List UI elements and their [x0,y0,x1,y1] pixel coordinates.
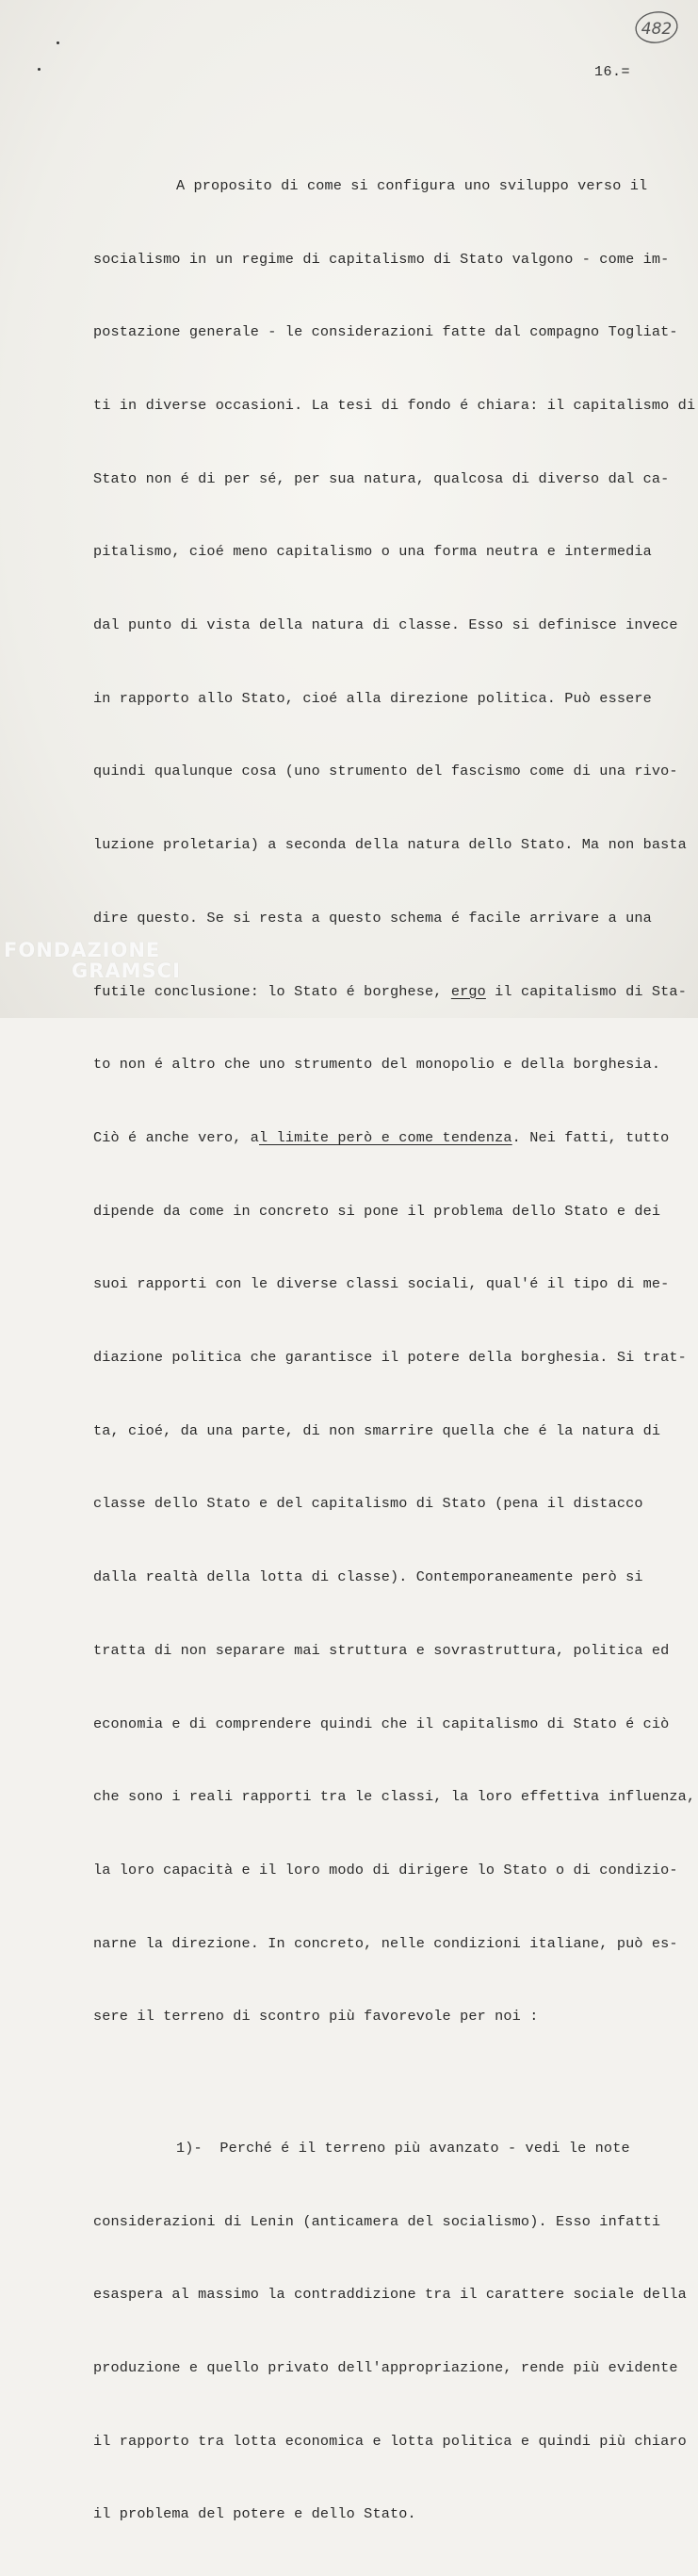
text-line: produzione e quello privato dell'appropriazione, rende più evidente [93,2359,678,2377]
text-line: ta, cioé, da una parte, di non smarrire quella che é la natura di [93,1421,661,1439]
text-line: 1)- Perché é il terreno più avanzato - vedi le note [176,2139,630,2157]
watermark-line-1: FONDAZIONE [4,939,161,961]
text-line: in rapporto allo Stato, cioé alla direzione politica. Può essere [93,689,652,707]
text-line: quindi qualunque cosa (uno strumento del fascismo come di una rivo- [93,763,678,780]
text-line: il problema del potere e dello Stato. [93,2505,416,2523]
archive-stamp [633,9,680,47]
text-line: ti in diverse occasioni. La tesi di fondo é chiara: il capitalismo di [93,396,696,414]
watermark-line-2: GRAMSCI [72,960,181,982]
text-line: suoi rapporti con le diverse classi sociali, qual'é il tipo di me- [93,1275,670,1293]
text-line: pitalismo, cioé meno capitalismo o una forma neutra e intermedia [93,543,652,561]
text-line: dipende da come in concreto si pone il problema dello Stato e dei [93,1202,661,1220]
text-line: la loro capacità e il loro modo di dirigere lo Stato o di condizio- [93,1861,678,1879]
text-line: to non é altro che uno strumento del monopolio e della borghesia. [93,1056,661,1074]
archive-watermark [4,939,181,982]
text-line: dal punto di vista della natura di classe. Esso si definisce invece [93,616,678,634]
text-line: narne la direzione. In concreto, nelle condizioni italiane, può es- [93,1934,678,1952]
page-number: 16.= [594,64,631,80]
text-line: tratta di non separare mai struttura e sovrastruttura, politica ed [93,1641,670,1659]
text-line: Stato non é di per sé, per sua natura, qualcosa di diverso dal ca- [93,469,670,487]
text-line: economia e di comprendere quindi che il capitalismo di Stato é ciò [93,1715,670,1732]
underlined-phrase: l limite però e come tendenza [259,1128,512,1146]
text-line: diazione politica che garantisce il potere della borghesia. Si trat- [93,1349,687,1367]
text-line: Ciò é anche vero, al limite però e come tendenza. Nei fatti, tutto [93,1128,670,1146]
text-line: dire questo. Se si resta a questo schema é facile arrivare a una [93,909,652,927]
text-line: futile conclusione: lo Stato é borghese, ergo il capitalismo di Sta- [93,982,687,1000]
text-line: dalla realtà della lotta di classe). Contemporaneamente però si [93,1568,643,1586]
scan-speck [57,41,59,44]
text-line: esaspera al massimo la contraddizione tra il carattere sociale della [93,2286,687,2304]
archive-stamp-number: 482 [641,20,673,39]
scan-speck [38,68,41,71]
text-line: considerazioni di Lenin (anticamera del socialismo). Esso infatti [93,2212,661,2230]
text-line: postazione generale - le considerazioni fatte dal compagno Togliat- [93,323,678,341]
text-line: che sono i reali rapporti tra le classi, la loro effettiva influenza, [93,1788,696,1806]
text-line: sere il terreno di scontro più favorevole per noi : [93,2008,539,2026]
paragraph-gap [93,2078,677,2088]
text-line: classe dello Stato e del capitalismo di Stato (pena il distacco [93,1495,643,1513]
text-line: socialismo in un regime di capitalismo di Stato valgono - come im- [93,250,670,268]
underlined-word: ergo [450,982,486,1000]
text-line: A proposito di come si configura uno sviluppo verso il [176,176,648,194]
text-line: luzione proletaria) a seconda della natura dello Stato. Ma non basta [93,836,687,854]
body-text [93,125,696,2576]
text-line: il rapporto tra lotta economica e lotta politica e quindi più chiaro [93,2432,687,2450]
